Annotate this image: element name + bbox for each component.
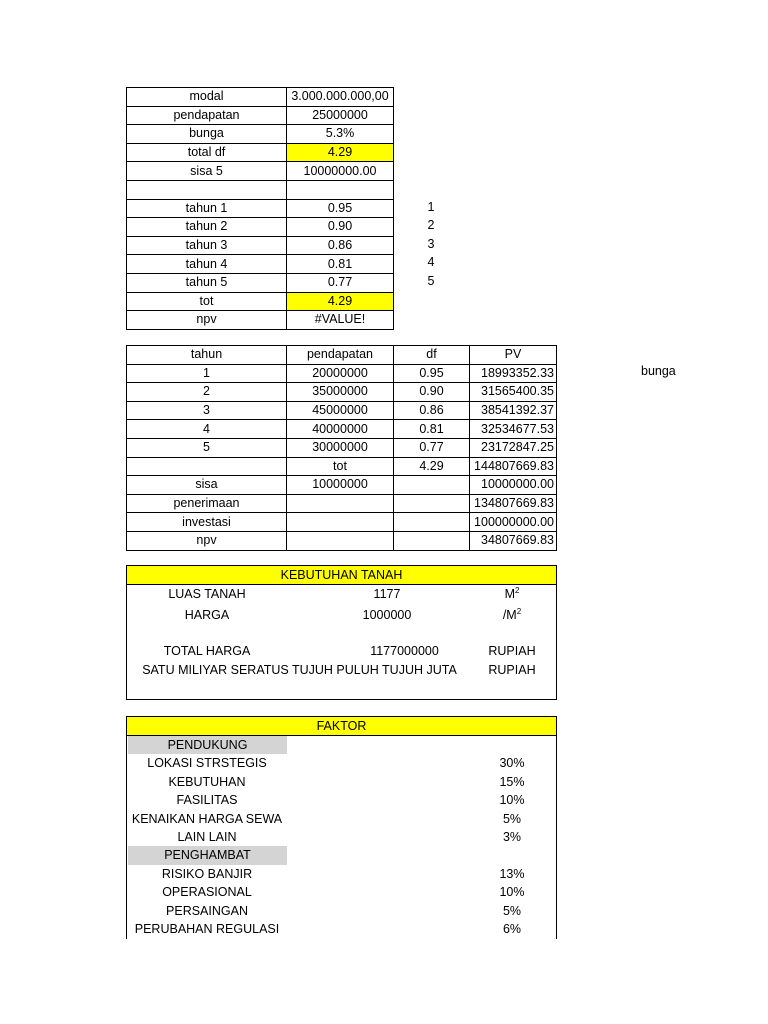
pendukung-section-header — [127, 736, 556, 754]
harga-value: 1000000 — [362, 608, 412, 622]
factor-percentage: 6% — [502, 922, 522, 936]
summary-label-cell: bunga — [127, 125, 287, 144]
df-cell — [394, 476, 470, 495]
summary-row — [127, 162, 394, 181]
penghambat-section-header — [127, 846, 556, 864]
pendukung-factor-row — [127, 773, 556, 791]
factor-percentage: 3% — [502, 830, 522, 844]
pendapatan-cell — [287, 513, 394, 532]
tahun-cell: investasi — [127, 513, 287, 532]
npv-table-row — [127, 420, 557, 439]
summary-value-cell: 10000000.00 — [287, 162, 394, 181]
pendapatan-cell: 20000000 — [287, 364, 394, 383]
npv-table-header-row — [127, 346, 557, 365]
df-cell — [394, 494, 470, 513]
npv-table-row — [127, 513, 557, 532]
pv-cell: 34807669.83 — [470, 531, 557, 550]
summary-row — [127, 180, 394, 199]
factor-label: FASILITAS — [176, 793, 238, 808]
year-index: 4 — [427, 255, 435, 270]
summary-label-cell — [127, 180, 287, 199]
summary-row — [127, 106, 394, 125]
summary-value-cell: 3.000.000.000,00 — [287, 88, 394, 107]
terbilang-unit: RUPIAH — [488, 663, 536, 677]
total-harga-row — [127, 642, 556, 660]
tahun-cell: npv — [127, 531, 287, 550]
factor-percentage: 15% — [499, 774, 525, 789]
summary-value-cell: #VALUE! — [287, 311, 394, 330]
summary-row — [127, 255, 394, 274]
luas-tanah-label: LUAS TANAH — [168, 587, 246, 601]
summary-row — [127, 88, 394, 107]
factor-label: LAIN LAIN — [177, 830, 237, 844]
npv-table-row — [127, 494, 557, 513]
factor-label: KENAIKAN HARGA SEWA — [131, 811, 283, 826]
header-tahun: tahun — [127, 346, 287, 365]
pendapatan-cell: 45000000 — [287, 401, 394, 420]
year-index: 3 — [427, 236, 435, 251]
pendapatan-cell — [287, 531, 394, 550]
year-index: 5 — [427, 273, 435, 288]
summary-label-cell: tahun 4 — [127, 255, 287, 274]
penghambat-factor-row — [127, 902, 556, 920]
summary-row — [127, 199, 394, 218]
summary-label-cell: total df — [127, 143, 287, 162]
pv-cell: 23172847.25 — [470, 438, 557, 457]
pendapatan-cell: 40000000 — [287, 420, 394, 439]
factor-percentage: 10% — [499, 793, 525, 808]
summary-value-cell: 0.81 — [287, 255, 394, 274]
factor-label: PERSAINGAN — [166, 903, 248, 918]
penghambat-factor-row — [127, 865, 556, 883]
pendapatan-cell: 10000000 — [287, 476, 394, 495]
factor-percentage: 5% — [502, 903, 522, 918]
summary-label-cell: pendapatan — [127, 106, 287, 125]
tahun-cell — [127, 457, 287, 476]
total-harga-unit: RUPIAH — [488, 644, 536, 658]
pendukung-factor-row — [127, 754, 556, 772]
factor-percentage: 30% — [499, 756, 525, 771]
summary-value-cell: 25000000 — [287, 106, 394, 125]
factor-label: KEBUTUHAN — [168, 774, 246, 789]
tahun-cell: 4 — [127, 420, 287, 439]
tahun-cell: 2 — [127, 383, 287, 402]
npv-table-row — [127, 383, 557, 402]
summary-label-cell: modal — [127, 88, 287, 107]
investment-summary-table — [126, 87, 394, 330]
tahun-cell: 5 — [127, 438, 287, 457]
summary-value-cell: 4.29 — [287, 143, 394, 162]
pendapatan-cell — [287, 494, 394, 513]
summary-row — [127, 292, 394, 311]
summary-label-cell: tot — [127, 292, 287, 311]
terbilang-row — [127, 661, 556, 679]
npv-table-row — [127, 401, 557, 420]
factor-percentage: 13% — [499, 866, 525, 881]
penghambat-factor-row — [127, 883, 556, 901]
tahun-cell: sisa — [127, 476, 287, 495]
summary-row — [127, 143, 394, 162]
summary-row — [127, 311, 394, 330]
summary-label-cell: tahun 3 — [127, 236, 287, 255]
factor-label: RISIKO BANJIR — [161, 866, 253, 881]
df-cell: 4.29 — [394, 457, 470, 476]
year-index: 1 — [427, 200, 435, 214]
total-harga-value: 1177000000 — [370, 644, 439, 658]
summary-row — [127, 236, 394, 255]
pv-cell: 18993352.33 — [470, 364, 557, 383]
factor-percentage: 10% — [499, 885, 525, 900]
pendukung-section-label: PENDUKUNG — [128, 736, 287, 754]
total-harga-label: TOTAL HARGA — [163, 644, 251, 658]
summary-row — [127, 218, 394, 237]
summary-label-cell: tahun 5 — [127, 273, 287, 292]
penghambat-factor-row — [127, 920, 556, 938]
npv-table-row — [127, 364, 557, 383]
pv-cell: 134807669.83 — [470, 494, 557, 513]
terbilang-text: SATU MILIYAR SERATUS TUJUH PULUH TUJUH JUTA — [142, 663, 457, 677]
faktor-box — [126, 716, 557, 939]
df-cell: 0.81 — [394, 420, 470, 439]
summary-value-cell: 4.29 — [287, 292, 394, 311]
summary-label-cell: npv — [127, 311, 287, 330]
luas-tanah-value: 1177 — [373, 587, 401, 601]
npv-table-row — [127, 457, 557, 476]
kebutuhan-tanah-title: KEBUTUHAN TANAH — [127, 566, 556, 585]
pv-cell: 32534677.53 — [470, 420, 557, 439]
luas-tanah-row — [127, 585, 556, 603]
tahun-cell: 1 — [127, 364, 287, 383]
faktor-title: FAKTOR — [127, 717, 556, 736]
header-pv: PV — [470, 346, 557, 365]
pendapatan-cell: tot — [287, 457, 394, 476]
bunga-label: bunga — [641, 364, 676, 378]
pv-cell: 38541392.37 — [470, 401, 557, 420]
luas-tanah-unit: $M^2$ — [504, 586, 520, 601]
df-cell: 0.90 — [394, 383, 470, 402]
pv-cell: 10000000.00 — [470, 476, 557, 495]
penghambat-section-label: PENGHAMBAT — [128, 846, 287, 864]
summary-value-cell: 0.95 — [287, 199, 394, 218]
summary-value-cell: 0.90 — [287, 218, 394, 237]
df-cell: 0.86 — [394, 401, 470, 420]
factor-label: OPERASIONAL — [162, 885, 252, 900]
year-index-column — [420, 198, 442, 290]
year-index: 2 — [427, 218, 435, 233]
factor-label: PERUBAHAN REGULASI — [134, 922, 280, 936]
header-pendapatan: pendapatan — [287, 346, 394, 365]
npv-calculation-table — [126, 345, 557, 551]
harga-row — [127, 606, 556, 624]
summary-value-cell: 5.3% — [287, 125, 394, 144]
df-cell — [394, 531, 470, 550]
npv-table-row — [127, 531, 557, 550]
harga-label: HARGA — [184, 608, 230, 622]
header-df: df — [394, 346, 470, 365]
summary-value-cell — [287, 180, 394, 199]
df-cell: 0.95 — [394, 364, 470, 383]
factor-label: LOKASI STRSTEGIS — [147, 756, 267, 771]
summary-label-cell: tahun 1 — [127, 199, 287, 218]
factor-percentage: 5% — [502, 811, 522, 826]
summary-label-cell: tahun 2 — [127, 218, 287, 237]
summary-label-cell: sisa 5 — [127, 162, 287, 181]
pendukung-factor-row — [127, 828, 556, 846]
npv-table-row — [127, 476, 557, 495]
pv-cell: 144807669.83 — [470, 457, 557, 476]
pendukung-factor-row — [127, 810, 556, 828]
summary-value-cell: 0.86 — [287, 236, 394, 255]
pendukung-factor-row — [127, 791, 556, 809]
kebutuhan-tanah-box — [126, 565, 557, 700]
pv-cell: 100000000.00 — [470, 513, 557, 532]
pv-cell: 31565400.35 — [470, 383, 557, 402]
npv-table-row — [127, 438, 557, 457]
df-cell — [394, 513, 470, 532]
summary-value-cell: 0.77 — [287, 273, 394, 292]
tahun-cell: 3 — [127, 401, 287, 420]
pendapatan-cell: 35000000 — [287, 383, 394, 402]
summary-row — [127, 125, 394, 144]
harga-unit: $/M^2$ — [502, 607, 522, 622]
pendapatan-cell: 30000000 — [287, 438, 394, 457]
summary-row — [127, 273, 394, 292]
df-cell: 0.77 — [394, 438, 470, 457]
tahun-cell: penerimaan — [127, 494, 287, 513]
